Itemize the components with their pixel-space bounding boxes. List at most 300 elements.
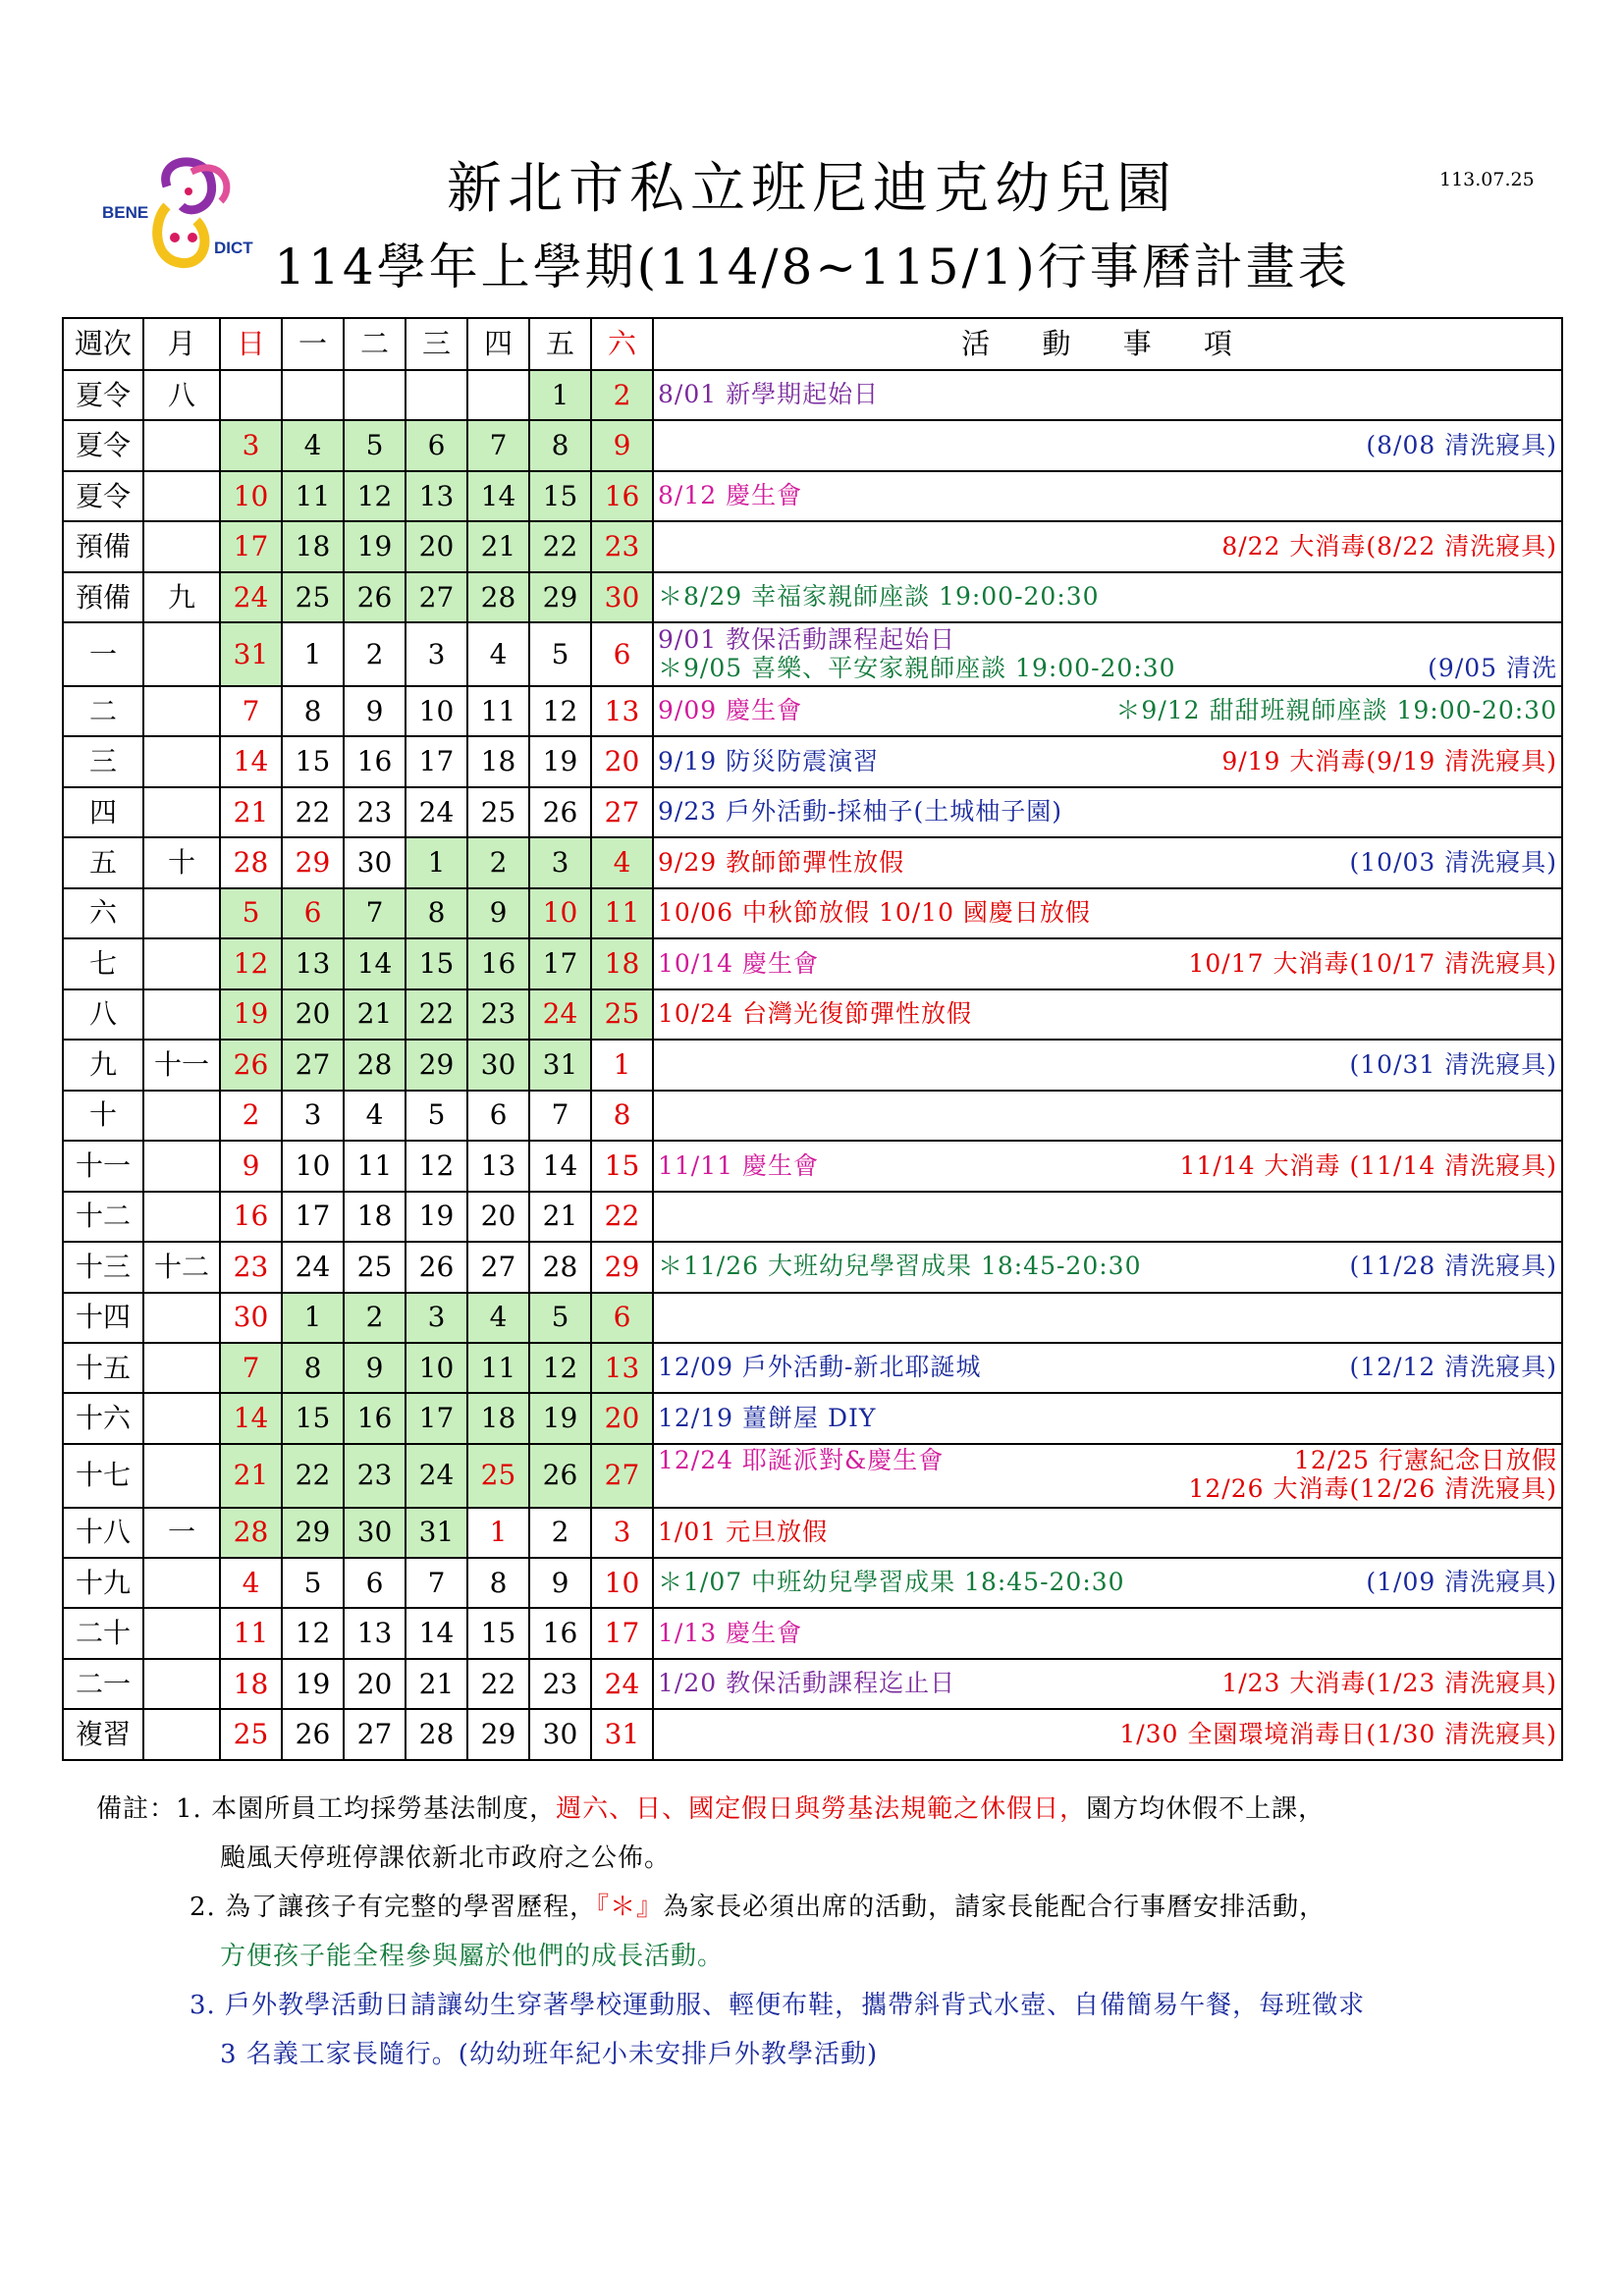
month-cell [143,1558,220,1608]
activity-line [658,899,1557,928]
day-cell: 12 [406,1141,467,1191]
activity-text: (11/28 清洗寢具) [1349,1252,1557,1281]
day-cell: 3 [406,1293,467,1343]
day-cell [344,370,406,420]
day-cell: 17 [220,521,282,571]
day-cell: 12 [282,1608,344,1658]
day-cell: 17 [529,938,591,988]
day-cell: 9 [220,1141,282,1191]
page-title: 新北市私立班尼迪克幼兒園 [447,157,1177,221]
activity-line [658,1620,1557,1648]
activity-text: (12/12 清洗寢具) [1349,1353,1557,1382]
day-cell: 14 [220,736,282,786]
day-cell: 3 [282,1091,344,1141]
day-cell: 12 [529,686,591,736]
activity-text: 10/06 中秋節放假 10/10 國慶日放假 [658,898,1091,928]
day-cell: 18 [591,938,653,988]
table-row [63,736,1562,786]
day-cell: 10 [282,1141,344,1191]
table-row [63,888,1562,938]
day-cell: 21 [529,1192,591,1242]
week-cell: 二一 [63,1659,143,1709]
activity-line [658,950,1557,979]
day-cell: 5 [529,1293,591,1343]
month-cell [143,938,220,988]
day-cell [467,370,529,420]
activity-text: 1/30 全園環境消毒日(1/30 清洗寢具) [1119,1719,1557,1748]
activity-text: (9/05 清洗 [1428,653,1557,682]
day-cell: 4 [591,837,653,887]
activity-text: 10/24 台灣光復節彈性放假 [658,999,972,1029]
day-cell: 12 [344,471,406,521]
activity-text: 12/19 薑餅屋 DIY [658,1403,877,1432]
activity-cell [653,622,1562,686]
day-cell: 2 [529,1508,591,1558]
activity-cell [653,1558,1562,1608]
day-cell: 25 [591,989,653,1040]
activity-cell [653,1343,1562,1393]
day-cell: 9 [591,420,653,470]
day-cell: 22 [591,1192,653,1242]
day-cell: 19 [282,1659,344,1709]
table-row [63,420,1562,470]
note-1-line-2: 颱風天停班停課依新北市政府之公佈。 [220,1843,672,1873]
activity-cell [653,1091,1562,1141]
week-cell: 十二 [63,1192,143,1242]
header-tue: 二 [344,318,406,370]
day-cell: 28 [220,1508,282,1558]
month-cell [143,686,220,736]
day-cell: 21 [344,989,406,1040]
week-cell: 五 [63,837,143,887]
day-cell: 30 [344,1508,406,1558]
activity-cell [653,521,1562,571]
week-cell: 八 [63,989,143,1040]
day-cell: 16 [467,938,529,988]
day-cell: 10 [529,888,591,938]
day-cell: 23 [344,1444,406,1508]
header-activities: 活 動 事 項 [653,318,1562,370]
day-cell: 4 [467,1293,529,1343]
table-row [63,1608,1562,1658]
day-cell: 25 [282,572,344,622]
day-cell: 4 [282,420,344,470]
activity-text: 10/14 慶生會 [658,948,819,978]
day-cell [282,370,344,420]
activity-text: (8/08 清洗寢具) [1366,430,1557,459]
note-1-line-1: 備註：1. 本園所員工均採勞基法制度，週六、日、國定假日與勞基法規範之休假日，園方均休假不上課， [96,1794,1326,1824]
header-wed: 三 [406,318,467,370]
activity-cell [653,1141,1562,1191]
month-cell [143,420,220,470]
week-cell: 複習 [63,1709,143,1760]
day-cell: 6 [467,1091,529,1141]
activity-cell [653,1192,1562,1242]
week-cell: 十七 [63,1444,143,1508]
day-cell: 3 [406,622,467,686]
day-cell: 16 [220,1192,282,1242]
week-cell: 夏令 [63,370,143,420]
week-cell: 十三 [63,1242,143,1292]
day-cell: 19 [529,736,591,786]
activity-cell [653,1508,1562,1558]
day-cell: 7 [406,1558,467,1608]
table-row [63,1444,1562,1508]
day-cell: 30 [591,572,653,622]
week-cell: 十六 [63,1393,143,1443]
day-cell: 24 [406,787,467,837]
day-cell: 11 [467,1343,529,1393]
day-cell: 27 [344,1709,406,1760]
day-cell: 8 [467,1558,529,1608]
month-cell [143,1141,220,1191]
day-cell: 25 [344,1242,406,1292]
activity-line [658,1475,1557,1504]
month-cell [143,521,220,571]
table-row [63,1558,1562,1608]
month-cell [143,1091,220,1141]
month-cell [143,622,220,686]
day-cell: 23 [591,521,653,571]
activity-cell [653,837,1562,887]
month-cell: 十 [143,837,220,887]
week-cell: 二 [63,686,143,736]
activity-line [658,1354,1557,1382]
table-row [63,837,1562,887]
day-cell: 8 [282,686,344,736]
day-cell: 21 [220,1444,282,1508]
activity-line [658,1253,1557,1281]
activity-cell [653,1040,1562,1090]
month-cell [143,1343,220,1393]
activity-cell [653,1444,1562,1508]
week-cell: 一 [63,622,143,686]
day-cell: 2 [467,837,529,887]
day-cell: 29 [467,1709,529,1760]
activity-line [658,1051,1557,1080]
header-thu: 四 [467,318,529,370]
week-cell: 六 [63,888,143,938]
activity-cell [653,420,1562,470]
note-3-line-2: 3 名義工家長隨行。(幼幼班年紀小未安排戶外教學活動) [220,2040,879,2069]
activity-text: 12/24 耶誕派對&慶生會 [658,1446,945,1475]
day-cell: 1 [529,370,591,420]
header-sat: 六 [591,318,653,370]
activity-text: 8/12 慶生會 [658,481,803,510]
day-cell: 31 [591,1709,653,1760]
week-cell: 七 [63,938,143,988]
month-cell: 十一 [143,1040,220,1090]
day-cell: 5 [529,622,591,686]
day-cell: 13 [344,1608,406,1658]
activity-cell [653,370,1562,420]
day-cell: 28 [529,1242,591,1292]
day-cell: 29 [591,1242,653,1292]
week-cell: 十九 [63,1558,143,1608]
activity-text: 1/01 元旦放假 [658,1517,829,1546]
day-cell: 23 [467,989,529,1040]
day-cell: 5 [406,1091,467,1141]
activity-text: 12/26 大消毒(12/26 清洗寢具) [1188,1474,1557,1504]
day-cell: 14 [344,938,406,988]
activity-text: 1/13 慶生會 [658,1618,803,1647]
day-cell: 11 [282,471,344,521]
day-cell: 13 [282,938,344,988]
day-cell: 1 [406,837,467,887]
day-cell: 17 [282,1192,344,1242]
week-cell: 二十 [63,1608,143,1658]
month-cell [143,736,220,786]
day-cell: 26 [282,1709,344,1760]
day-cell: 1 [467,1508,529,1558]
day-cell: 10 [591,1558,653,1608]
month-cell [143,1393,220,1443]
day-cell: 17 [406,736,467,786]
day-cell: 3 [591,1508,653,1558]
activity-line [658,1152,1557,1181]
activity-line [658,432,1557,460]
notes-section [96,1785,1569,2079]
activity-text: (1/09 清洗寢具) [1366,1568,1557,1597]
day-cell: 28 [344,1040,406,1090]
month-cell [143,787,220,837]
activity-text: 9/19 防災防震演習 [658,746,880,775]
day-cell: 14 [220,1393,282,1443]
day-cell: 13 [467,1141,529,1191]
day-cell: 19 [406,1192,467,1242]
activity-text: (10/31 清洗寢具) [1349,1049,1557,1079]
week-cell: 三 [63,736,143,786]
month-cell [143,989,220,1040]
day-cell: 12 [220,938,282,988]
day-cell: 19 [529,1393,591,1443]
month-cell: 八 [143,370,220,420]
day-cell: 4 [344,1091,406,1141]
table-row [63,1393,1562,1443]
week-cell: 九 [63,1040,143,1090]
day-cell: 7 [220,1343,282,1393]
header-mon: 一 [282,318,344,370]
day-cell: 9 [467,888,529,938]
day-cell: 17 [591,1608,653,1658]
day-cell: 28 [406,1709,467,1760]
day-cell: 31 [220,622,282,686]
day-cell: 31 [406,1508,467,1558]
day-cell: 8 [591,1091,653,1141]
day-cell: 23 [220,1242,282,1292]
day-cell: 27 [282,1040,344,1090]
day-cell: 6 [406,420,467,470]
week-cell: 夏令 [63,420,143,470]
day-cell: 27 [406,572,467,622]
day-cell: 20 [591,736,653,786]
day-cell: 20 [344,1659,406,1709]
activity-line [658,798,1557,827]
day-cell: 13 [591,1343,653,1393]
activity-text: (10/03 清洗寢具) [1349,847,1557,877]
activity-text: 9/09 慶生會 [658,696,803,725]
table-row [63,787,1562,837]
day-cell: 26 [220,1040,282,1090]
table-row [63,370,1562,420]
day-cell: 14 [406,1608,467,1658]
activity-cell [653,1393,1562,1443]
table-row [63,1508,1562,1558]
day-cell: 15 [282,1393,344,1443]
note-2-line-2: 方便孩子能全程參與屬於他們的成長活動。 [220,1942,725,1971]
day-cell: 12 [529,1343,591,1393]
day-cell: 8 [282,1343,344,1393]
day-cell: 1 [282,622,344,686]
day-cell: 16 [344,736,406,786]
activity-text: 11/14 大消毒 (11/14 清洗寢具) [1179,1150,1557,1180]
month-cell [143,1709,220,1760]
month-cell [143,1608,220,1658]
activity-line [658,1569,1557,1597]
activity-text: 1/20 教保活動課程迄止日 [658,1669,956,1698]
day-cell: 27 [591,787,653,837]
activity-cell [653,938,1562,988]
activity-line [658,381,1557,409]
day-cell: 6 [282,888,344,938]
week-cell: 十五 [63,1343,143,1393]
day-cell: 24 [529,989,591,1040]
activity-line [658,1721,1557,1749]
day-cell: 1 [591,1040,653,1090]
day-cell: 20 [591,1393,653,1443]
activity-cell [653,1709,1562,1760]
day-cell: 2 [591,370,653,420]
activity-cell [653,1659,1562,1709]
day-cell: 25 [467,1444,529,1508]
day-cell: 17 [406,1393,467,1443]
week-cell: 預備 [63,572,143,622]
activity-text: ＊9/05 喜樂、平安家親師座談 19:00-20:30 [658,653,1176,682]
day-cell: 7 [344,888,406,938]
day-cell: 31 [529,1040,591,1090]
activity-text: 9/23 戶外活動-採柚子(土城柚子園) [658,797,1063,827]
table-row [63,1293,1562,1343]
day-cell: 6 [344,1558,406,1608]
day-cell: 15 [467,1608,529,1658]
table-row [63,686,1562,736]
table-row [63,572,1562,622]
day-cell: 10 [406,1343,467,1393]
month-cell: 九 [143,572,220,622]
day-cell: 26 [406,1242,467,1292]
day-cell: 24 [220,572,282,622]
day-cell: 30 [529,1709,591,1760]
table-row [63,989,1562,1040]
day-cell: 7 [467,420,529,470]
day-cell: 22 [529,521,591,571]
header-week: 週次 [63,318,143,370]
table-row [63,471,1562,521]
day-cell: 22 [282,1444,344,1508]
activity-line [658,482,1557,510]
svg-text:BENE: BENE [102,203,149,222]
activity-cell [653,888,1562,938]
day-cell: 18 [282,521,344,571]
day-cell: 15 [529,471,591,521]
day-cell: 29 [282,1508,344,1558]
day-cell: 14 [467,471,529,521]
header-month: 月 [143,318,220,370]
activity-line [658,849,1557,878]
activity-line [658,626,1557,655]
day-cell: 18 [220,1659,282,1709]
week-cell: 十 [63,1091,143,1141]
activity-cell [653,989,1562,1040]
table-row [63,622,1562,686]
calendar-table [62,317,1563,1761]
day-cell: 11 [591,888,653,938]
activity-line [658,1670,1557,1698]
week-cell: 夏令 [63,471,143,521]
note-2-line-1: 2. 為了讓孩子有完整的學習歷程，『＊』為家長必須出席的活動，請家長能配合行事曆安排活動， [189,1893,1326,1922]
day-cell: 8 [529,420,591,470]
day-cell: 2 [344,622,406,686]
day-cell: 7 [529,1091,591,1141]
day-cell: 18 [467,736,529,786]
activity-line [658,533,1557,561]
day-cell: 24 [282,1242,344,1292]
table-row [63,1709,1562,1760]
day-cell: 6 [591,622,653,686]
day-cell: 8 [406,888,467,938]
day-cell: 19 [344,521,406,571]
activity-text: ＊8/29 幸福家親師座談 19:00-20:30 [658,582,1100,612]
table-row [63,1141,1562,1191]
day-cell: 29 [282,837,344,887]
day-cell: 15 [591,1141,653,1191]
activity-line [658,1405,1557,1433]
day-cell: 16 [529,1608,591,1658]
day-cell: 4 [467,622,529,686]
activity-cell [653,1242,1562,1292]
table-row [63,521,1562,571]
day-cell: 11 [344,1141,406,1191]
day-cell: 2 [220,1091,282,1141]
day-cell: 25 [467,787,529,837]
activity-cell [653,572,1562,622]
document-date: 113.07.25 [1439,169,1535,190]
day-cell: 3 [220,420,282,470]
month-cell [143,888,220,938]
header-fri: 五 [529,318,591,370]
day-cell: 5 [282,1558,344,1608]
activity-line [658,697,1557,725]
day-cell: 24 [591,1659,653,1709]
header-sun: 日 [220,318,282,370]
activity-line [658,1447,1557,1475]
day-cell: 26 [529,787,591,837]
activity-line [658,1000,1557,1029]
svg-text:DICT: DICT [214,239,253,257]
table-row [63,1091,1562,1141]
activity-text: 9/19 大消毒(9/19 清洗寢具) [1221,746,1557,775]
day-cell: 20 [406,521,467,571]
activity-line [658,748,1557,776]
activity-line [658,655,1557,683]
day-cell [406,370,467,420]
day-cell: 22 [406,989,467,1040]
day-cell: 13 [406,471,467,521]
day-cell: 29 [406,1040,467,1090]
day-cell: 29 [529,572,591,622]
activity-text: 9/29 教師節彈性放假 [658,847,905,877]
day-cell: 6 [591,1293,653,1343]
